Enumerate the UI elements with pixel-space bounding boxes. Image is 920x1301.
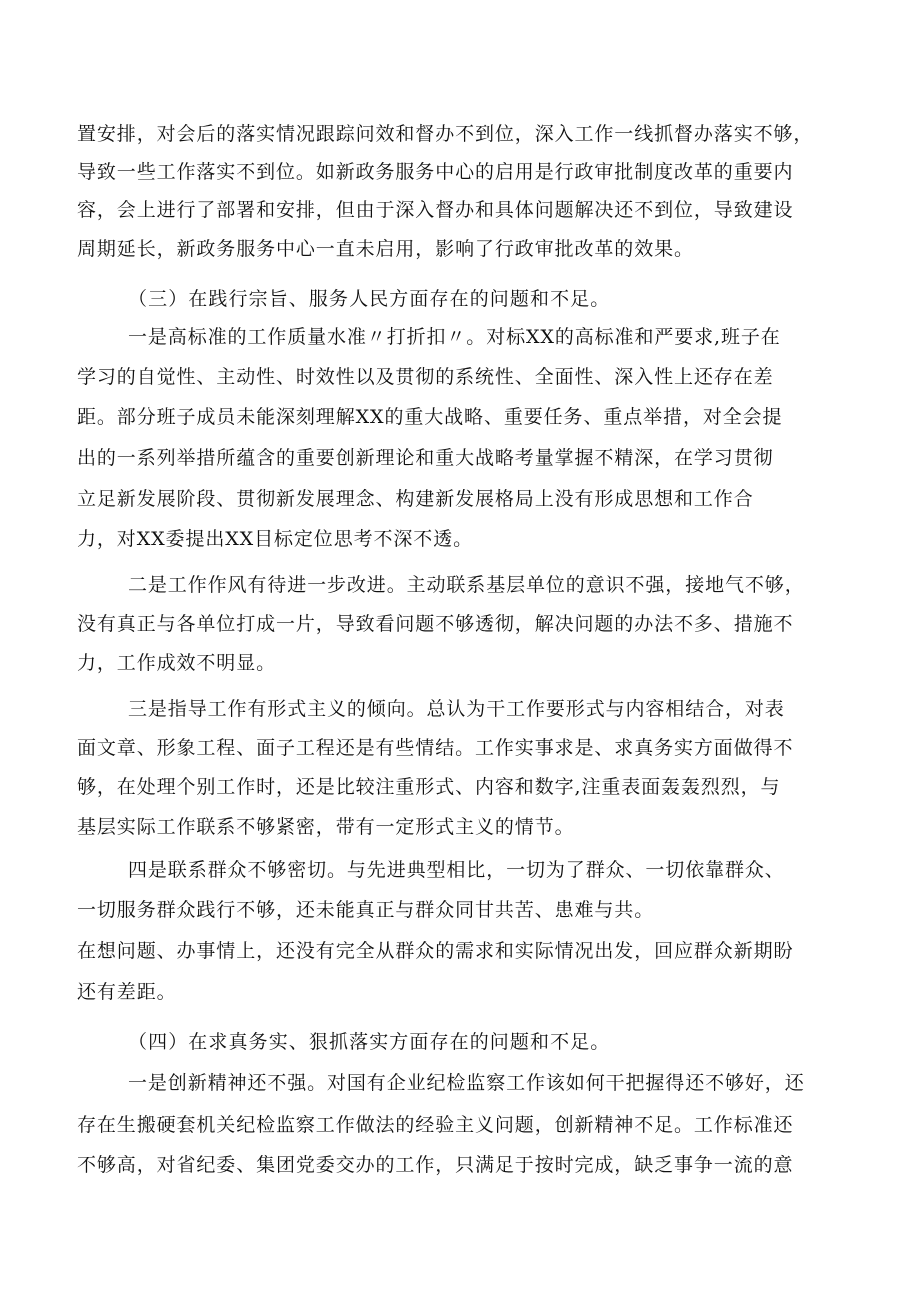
text-line: 三是指导工作有形式主义的倾向。总认为干工作要形式与内容相结合，对表 bbox=[128, 698, 785, 720]
section-heading: （四）在求真务实、狠抓落实方面存在的问题和不足。 bbox=[128, 1031, 611, 1053]
text-line: 出的一系列举措所蕴含的重要创新理论和重大战略考量掌握不精深，在学习贯彻 bbox=[77, 447, 774, 469]
text-line: 基层实际工作联系不够紧密，带有一定形式主义的情节。 bbox=[77, 816, 575, 838]
text-line: 四是联系群众不够密切。与先进典型相比，一切为了群众、一切依靠群众、 bbox=[128, 859, 785, 881]
text-line: 立足新发展阶段、贯彻新发展理念、构建新发展格局上没有形成思想和工作合 bbox=[77, 488, 754, 510]
text-line: 一切服务群众践行不够，还未能真正与群众同甘共苦、患难与共。 bbox=[77, 899, 655, 921]
text-line: 周期延长，新政务服务中心一直未启用，影响了行政审批改革的效果。 bbox=[77, 238, 694, 260]
text-line: 没有真正与各单位打成一片，导致看问题不够透彻，解决问题的办法不多、措施不 bbox=[77, 613, 794, 635]
text-line: 学习的自觉性、主动性、时效性以及贯彻的系统性、全面性、深入性上还存在差 bbox=[77, 366, 774, 388]
text-line: 一是创新精神还不强。对国有企业纪检监察工作该如何干把握得还不够好，还 bbox=[128, 1072, 805, 1094]
text-line: 力，工作成效不明显。 bbox=[77, 652, 277, 674]
section-heading: （三）在践行宗旨、服务人民方面存在的问题和不足。 bbox=[128, 288, 611, 310]
text-line: 力，对XX委提出XX目标定位思考不深不透。 bbox=[77, 528, 474, 550]
text-line: 导致一些工作落实不到位。如新政务服务中心的启用是行政审批制度改革的重要内 bbox=[77, 161, 794, 183]
text-line: 存在生搬硬套机关纪检监察工作做法的经验主义问题，创新精神不足。工作标准还 bbox=[77, 1114, 794, 1136]
text-line: 一是高标准的工作质量水准〃打折扣〃。对标XX的高标准和严要求,班子在 bbox=[128, 326, 781, 348]
text-line: 还有差距。 bbox=[77, 981, 177, 1003]
text-line: 二是工作作风有待进一步改进。主动联系基层单位的意识不强，接地气不够， bbox=[128, 574, 805, 596]
text-line: 置安排，对会后的落实情况跟踪问效和督办不到位，深入工作一线抓督办落实不够， bbox=[77, 123, 814, 145]
text-line: 不够高，对省纪委、集团党委交办的工作，只满足于按时完成，缺乏事争一流的意 bbox=[77, 1154, 794, 1176]
text-line: 在想问题、办事情上，还没有完全从群众的需求和实际情况出发，回应群众新期盼 bbox=[77, 940, 794, 962]
text-line: 容，会上进行了部署和安排，但由于深入督办和具体问题解决还不到位，导致建设 bbox=[77, 199, 794, 221]
text-line: 够，在处理个别工作时，还是比较注重形式、内容和数字,注重表面轰轰烈烈，与 bbox=[77, 776, 781, 798]
text-line: 面文章、形象工程、面子工程还是有些情结。工作实事求是、求真务实方面做得不 bbox=[77, 737, 794, 759]
text-line: 距。部分班子成员未能深刻理解XX的重大战略、重要任务、重点举措，对全会提 bbox=[77, 406, 783, 428]
